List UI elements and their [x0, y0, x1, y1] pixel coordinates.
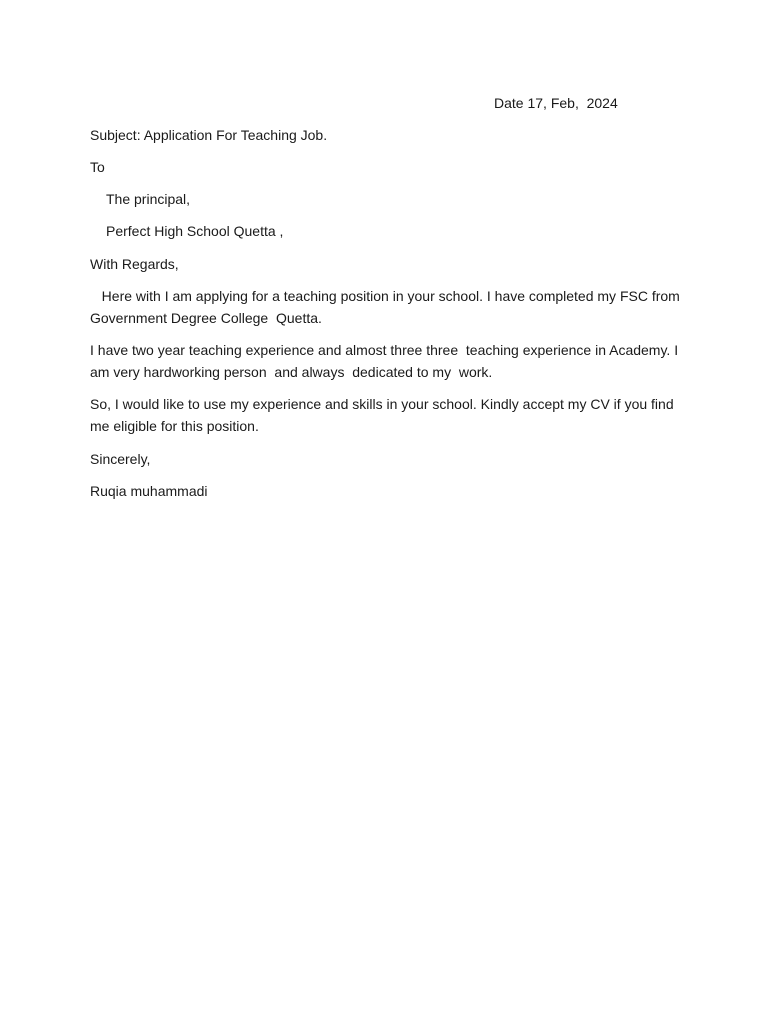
recipient-title: The principal,: [106, 191, 191, 207]
letter-closing: Sincerely,: [90, 451, 151, 467]
letter-date: Date 17, Feb, 2024: [494, 95, 618, 111]
body-paragraph-2: I have two year teaching experience and almost three three teaching experience in Academy. I am very hardworking person and always dedicated to my work.: [90, 342, 682, 380]
recipient-school: Perfect High School Quetta ,: [106, 223, 284, 239]
body-paragraph-1: Here with I am applying for a teaching position in your school. I have completed my FSC from Government Degree College Quetta.: [90, 288, 684, 326]
letter-subject: Subject: Application For Teaching Job.: [90, 127, 328, 143]
letter-signature: Ruqia muhammadi: [90, 483, 208, 499]
body-paragraph-3: So, I would like to use my experience and skills in your school. Kindly accept my CV if you find me eligible for this position.: [90, 396, 678, 434]
letter-to: To: [90, 159, 105, 175]
letter-greeting: With Regards,: [90, 256, 179, 272]
